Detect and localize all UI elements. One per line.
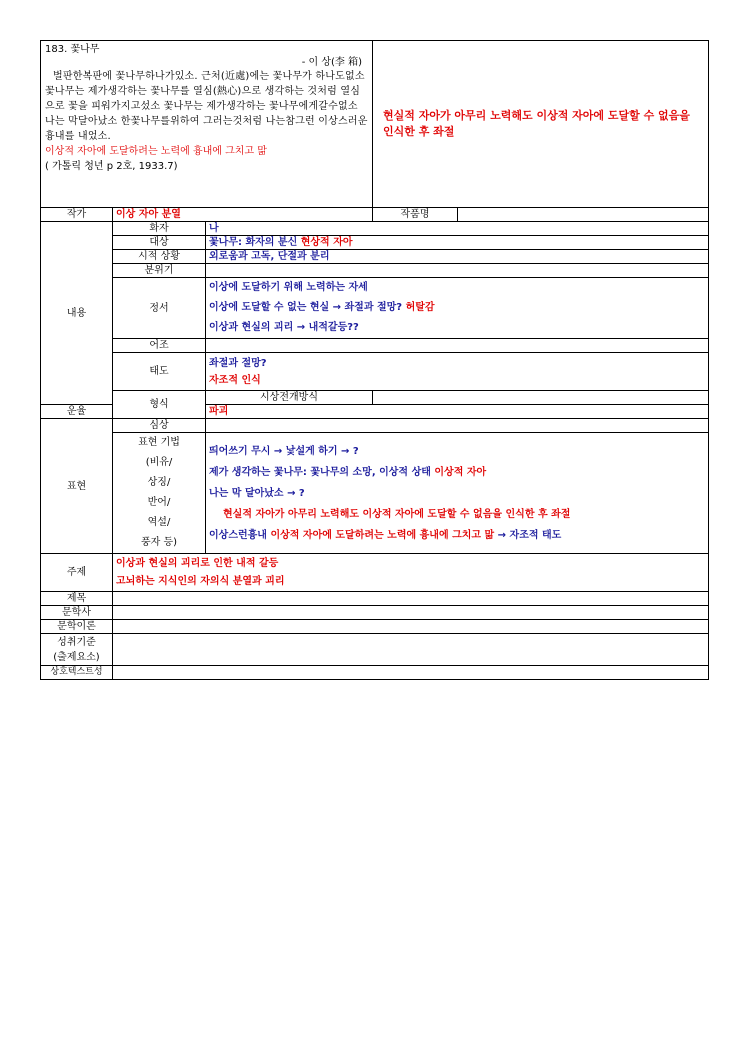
- attitude-line-2: 자조적 인식: [209, 374, 261, 386]
- technique-line-5b: 이상적 자아에 도달하려는 노력에 흉내에 그치고 맒: [270, 529, 495, 541]
- attitude-line-1: 좌절과 절망?: [209, 357, 267, 369]
- emotion-line-3: 이상과 현실의 괴리 → 내적갈등??: [209, 322, 359, 333]
- form-label: 형식: [113, 391, 206, 419]
- technique-line-1: 띄어쓰기 무시 → 낯설게 하기 → ?: [209, 445, 359, 457]
- intertext-label: 상호텍스트성: [41, 666, 113, 680]
- analysis-table: [40, 40, 709, 680]
- standard-value: [113, 634, 709, 666]
- technique-line-2a: 제가 생각하는 꽃나무: 꽃나무의 소망, 이상적 상태: [209, 466, 435, 478]
- content-label: 내용: [41, 222, 113, 405]
- emotion-label: 정서: [113, 278, 206, 339]
- theme-line-1: 이상과 현실의 괴리로 인한 내적 갈등: [116, 557, 279, 569]
- author-value-cell: [113, 208, 373, 222]
- technique-line-3: 나는 막 달아났소 → ?: [209, 487, 305, 499]
- theory-value: [113, 620, 709, 634]
- situation-value: 외로움과 고독, 단절과 분리: [206, 250, 709, 264]
- technique-line-2b: 이상적 자아: [434, 466, 487, 478]
- standard-label-2: (출제요소): [53, 651, 100, 663]
- development-value: [373, 391, 709, 405]
- technique-label: [113, 433, 206, 554]
- attitude-label: 태도: [113, 353, 206, 391]
- author-label: 작가: [41, 208, 113, 222]
- object-value-b: 현상적 자아: [300, 237, 353, 248]
- title-value: [113, 592, 709, 606]
- poem-author: - 이 상(李 箱): [301, 57, 362, 68]
- speaker-label: 화자: [113, 222, 206, 236]
- technique-line-4: 현실적 자아가 아무리 노력해도 이상적 자아에 도달할 수 없음을 인식한 후 좌절: [223, 508, 571, 520]
- title-label: 제목: [41, 592, 113, 606]
- technique-label-1: 표현 기법: [138, 437, 180, 448]
- history-value: [113, 606, 709, 620]
- work-title-value: [458, 208, 708, 221]
- worksheet: [40, 40, 708, 680]
- technique-label-6: 풍자 등): [140, 537, 178, 548]
- work-title-cell: [373, 208, 709, 222]
- side-note-cell: [373, 41, 709, 208]
- tone-value: [206, 339, 709, 353]
- technique-line-5c: → 자조적 태도: [494, 529, 562, 541]
- work-title-label: 작품명: [373, 208, 458, 221]
- rhythm-value: 파괴: [206, 405, 709, 419]
- technique-line-2: [209, 462, 705, 483]
- technique-label-4: 반어/: [147, 497, 171, 508]
- poem-body: 벌판한복판에 꽃나무하나가있소. 근처(近處)에는 꽃나무가 하나도없소 꽃나무는 제가생각하는 꽃나무를 열심(熱心)으로 생각하는 것처럼 열심으로 꽃을 피워가지고섰소 꽃나무는 제가생각하는 꽃나무에게갈수없소 나는 막달아났소 한꽃나무를위하여 그러는것처럼 나는참그런 이상스러운흉내를 내었소.: [45, 71, 368, 142]
- side-note: 현실적 자아가 아무리 노력해도 이상적 자아에 도달할 수 없음을 인식한 후 좌절: [383, 109, 690, 138]
- theme-label: 주제: [41, 554, 113, 592]
- poem-note: 이상적 자아에 도달하려는 노력에 흉내에 그치고 맒: [45, 146, 267, 157]
- standard-label: [41, 634, 113, 666]
- emotion-line-1: 이상에 도달하기 위해 노력하는 자세: [209, 282, 368, 293]
- tone-label: 어조: [113, 339, 206, 353]
- technique-value: [206, 433, 709, 554]
- technique-label-3: 상징/: [147, 477, 171, 488]
- standard-label-1: 성취기준: [57, 636, 96, 648]
- mood-value: [206, 264, 709, 278]
- poem-cell: [41, 41, 373, 208]
- expression-label: 표현: [41, 419, 113, 554]
- object-value: [206, 236, 709, 250]
- author-value: 이상 자아 분열: [116, 209, 181, 220]
- emotion-line-2b: 허탈감: [405, 302, 435, 313]
- poem-title: 183. 꽃나무: [45, 44, 100, 55]
- mood-label: 분위기: [113, 264, 206, 278]
- rhythm-label: 운율: [41, 405, 113, 419]
- imagery-value: [206, 419, 709, 433]
- speaker-value: 나: [206, 222, 709, 236]
- development-label: 시상전개방식: [206, 391, 373, 405]
- object-label: 대상: [113, 236, 206, 250]
- object-value-a: 꽃나무: 화자의 분신: [209, 237, 301, 248]
- theme-line-2: 고뇌하는 지식인의 자의식 분열과 괴리: [116, 575, 285, 587]
- theme-value: [113, 554, 709, 592]
- history-label: 문학사: [41, 606, 113, 620]
- theory-label: 문학이론: [41, 620, 113, 634]
- attitude-value: [206, 353, 709, 391]
- technique-label-2: (비유/: [145, 457, 173, 468]
- poem-source: ( 가톨릭 청년 p 2호, 1933.7): [45, 161, 178, 172]
- intertext-value: [113, 666, 709, 680]
- technique-line-5a: 이상스런흉내: [209, 529, 271, 541]
- situation-label: 시적 상황: [113, 250, 206, 264]
- emotion-value: [206, 278, 709, 339]
- technique-label-5: 역설/: [147, 517, 171, 528]
- imagery-label: 심상: [113, 419, 206, 433]
- technique-line-5: [209, 525, 705, 546]
- emotion-line-2: [209, 298, 705, 318]
- emotion-line-2a: 이상에 도달할 수 없는 현실 → 좌절과 절망?: [209, 302, 406, 313]
